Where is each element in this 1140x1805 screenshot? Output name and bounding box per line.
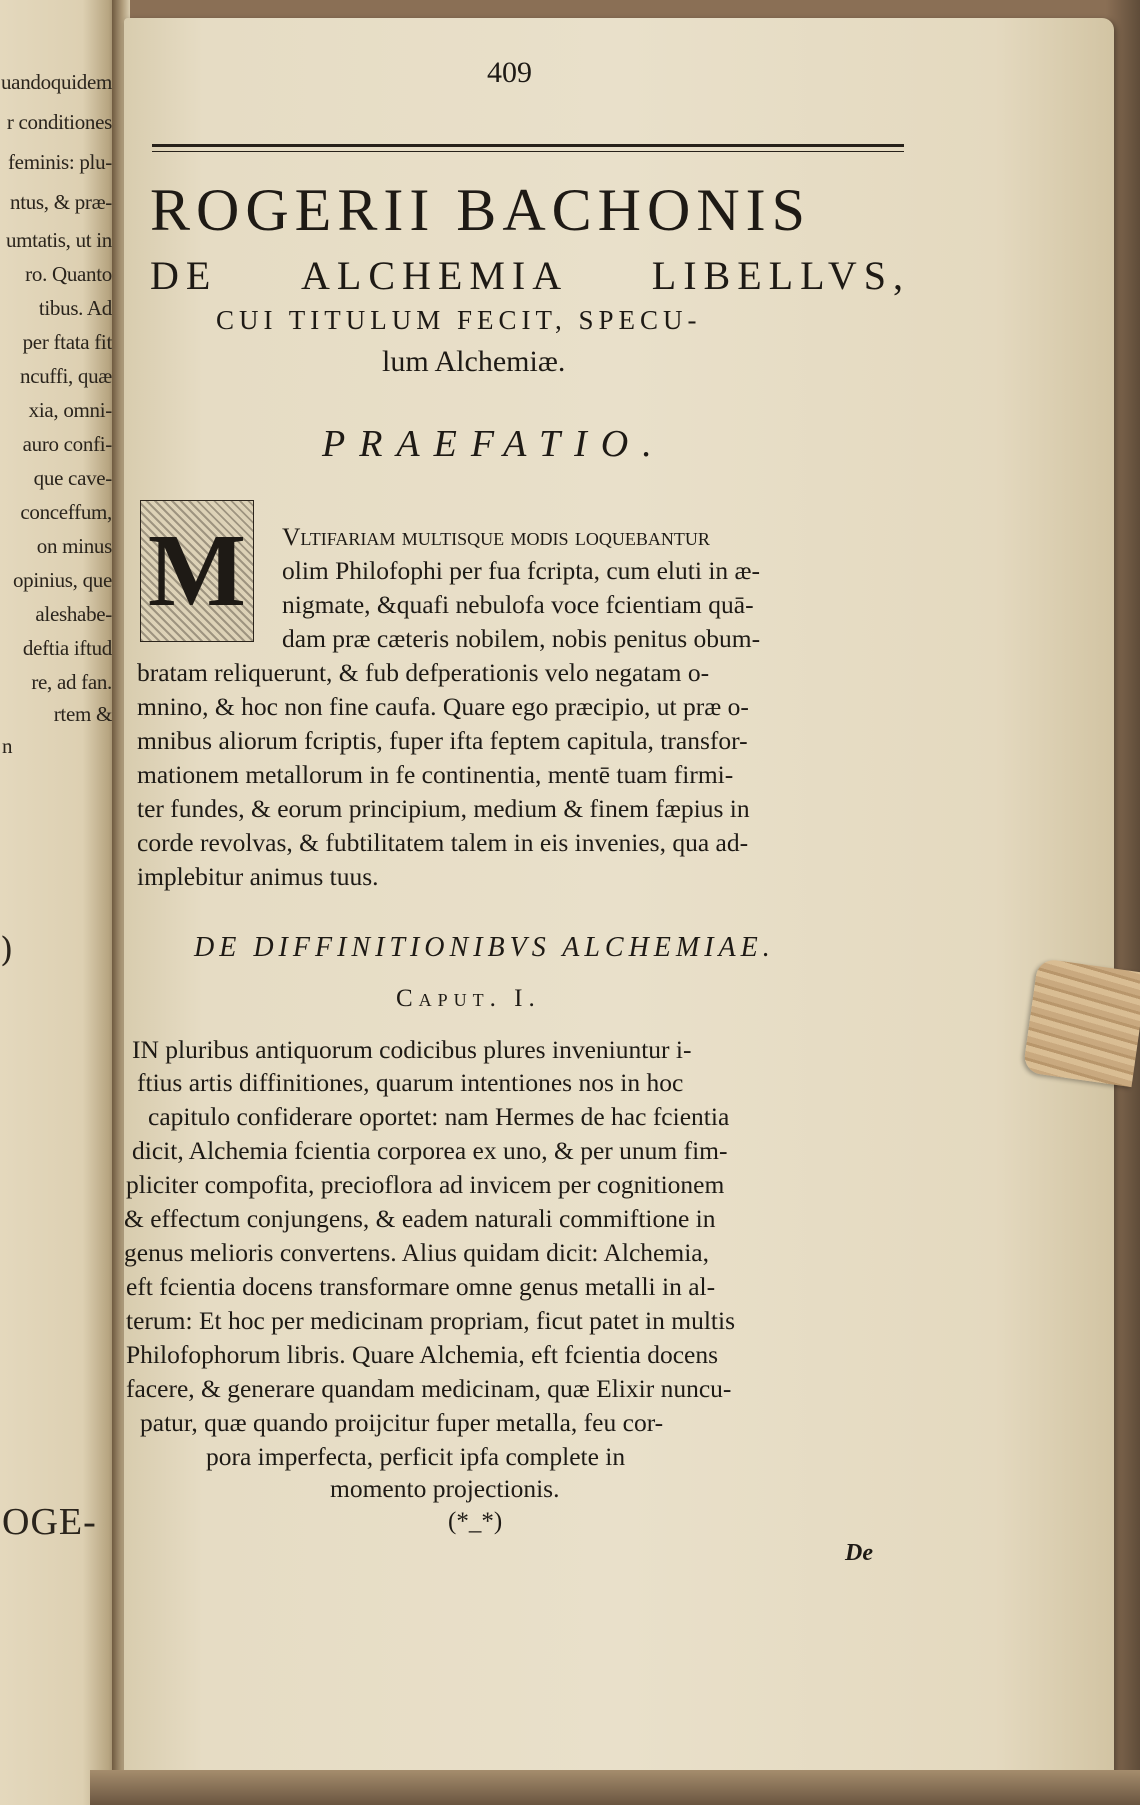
preface-line: bratam reliquerunt, & fub defperationis velo negatam o- xyxy=(137,658,710,687)
left-facing-page xyxy=(0,0,118,1805)
chapter-line: IN pluribus antiquorum codicibus plures inveniuntur i- xyxy=(132,1035,692,1064)
title-subtitle-end: lum Alchemiæ. xyxy=(382,345,566,378)
praefatio-heading: PRAEFATIO. xyxy=(322,423,666,465)
chapter-line: terum: Et hoc per medicinam propriam, ficut patet in multis xyxy=(126,1306,735,1335)
title-author: ROGERII BACHONIS xyxy=(150,177,812,243)
catchword: De xyxy=(845,1540,873,1566)
signature-mark: (*_*) xyxy=(448,1508,503,1535)
section-heading: DE DIFFINITIONIBVS ALCHEMIAE. xyxy=(194,932,775,963)
bottom-book-edge xyxy=(90,1770,1140,1805)
preface-line: mationem metallorum in fe continentia, mentē tuam firmi- xyxy=(137,760,734,789)
left-page-line: ntus, & præ- xyxy=(10,190,112,214)
preface-line: mnibus aliorum fcriptis, fuper ifta feptem capitula, transfor- xyxy=(137,726,748,755)
preface-line: corde revolvas, & fubtilitatem talem in eis invenies, qua ad- xyxy=(137,828,749,857)
left-page-line: ncuffi, quæ xyxy=(20,364,112,388)
initial-letter: M xyxy=(147,513,247,628)
preface-line: olim Philofophi per fua fcripta, cum eluti in æ- xyxy=(282,556,761,585)
chapter-line: momento projectionis. xyxy=(330,1474,560,1503)
left-page-line: n xyxy=(2,734,13,758)
preface-line: mnino, & hoc non fine caufa. Quare ego præcipio, ut præ o- xyxy=(137,692,749,721)
chapter-line: eft fcientia docens transformare omne genus metalli in al- xyxy=(126,1272,716,1301)
title-word: ALCHEMIA xyxy=(301,253,569,298)
left-page-line: rtem & xyxy=(53,702,112,726)
left-page-line: opinius, que xyxy=(12,568,112,592)
preface-line: implebitur animus tuus. xyxy=(137,862,379,891)
left-page-line: re, ad fan. xyxy=(31,670,112,694)
left-page-bracket: ) xyxy=(0,930,14,970)
chapter-line: genus melioris convertens. Alius quidam dicit: Alchemia, xyxy=(124,1238,709,1267)
left-page-line: r conditiones xyxy=(6,110,112,134)
preface-line: nigmate, &quafi nebulofa voce fcientiam quā- xyxy=(282,590,754,619)
left-page-line: ro. Quanto xyxy=(25,262,112,286)
chapter-line: ftius artis diffinitiones, quarum intentiones nos in hoc xyxy=(137,1068,684,1097)
preface-line: Vltifariam multisque modis loquebantur xyxy=(282,522,710,551)
left-page-line: que cave- xyxy=(33,466,112,490)
title-subject xyxy=(150,252,910,299)
chapter-line: Philofophorum libris. Quare Alchemia, eft fcientia docens xyxy=(126,1340,719,1369)
header-rule xyxy=(152,144,904,152)
left-page-line: tibus. Ad xyxy=(38,296,112,320)
title-word: LIBELLVS, xyxy=(651,253,910,298)
page-number: 409 xyxy=(487,56,532,89)
left-page-line: per ftata fit xyxy=(22,330,112,354)
chapter-number: Caput. I. xyxy=(396,985,541,1012)
preface-line: ter fundes, & eorum principium, medium & finem fæpius in xyxy=(137,794,750,823)
left-page-line: aleshabe- xyxy=(35,602,112,626)
title-word: DE xyxy=(150,253,218,298)
left-page-line: uandoquidem xyxy=(0,70,112,94)
left-page-line: on minus xyxy=(36,534,112,558)
left-page-line: deftia iftud xyxy=(22,636,112,660)
chapter-line: facere, & generare quandam medicinam, quæ Elixir nuncu- xyxy=(126,1374,732,1403)
chapter-line: dicit, Alchemia fcientia corporea ex uno, & per unum fim- xyxy=(132,1136,728,1165)
decorated-initial xyxy=(140,500,254,642)
left-page-line: xia, omni- xyxy=(28,398,112,422)
chapter-line: patur, quæ quando proijcitur fuper metalla, feu cor- xyxy=(140,1408,664,1437)
preface-line: dam præ cæteris nobilem, nobis penitus obum- xyxy=(282,624,761,653)
left-page-catchword: OGE- xyxy=(2,1501,97,1543)
chapter-line: & effectum conjungens, & eadem naturali commiftione in xyxy=(124,1204,716,1233)
left-page-line: umtatis, ut in xyxy=(5,228,112,252)
chapter-line: pora imperfecta, perficit ipfa complete in xyxy=(206,1442,626,1471)
chapter-line: pliciter compofita, precioflora ad invicem per cognitionem xyxy=(126,1170,725,1199)
left-page-line: conceffum, xyxy=(20,500,112,524)
wooden-page-holder xyxy=(1023,958,1140,1087)
chapter-line: capitulo confiderare oportet: nam Hermes de hac fcientia xyxy=(148,1102,730,1131)
title-subtitle: CUI TITULUM FECIT, SPECU- xyxy=(216,305,702,335)
left-page-line: feminis: plu- xyxy=(7,150,112,174)
left-page-line: auro confi- xyxy=(22,432,112,456)
